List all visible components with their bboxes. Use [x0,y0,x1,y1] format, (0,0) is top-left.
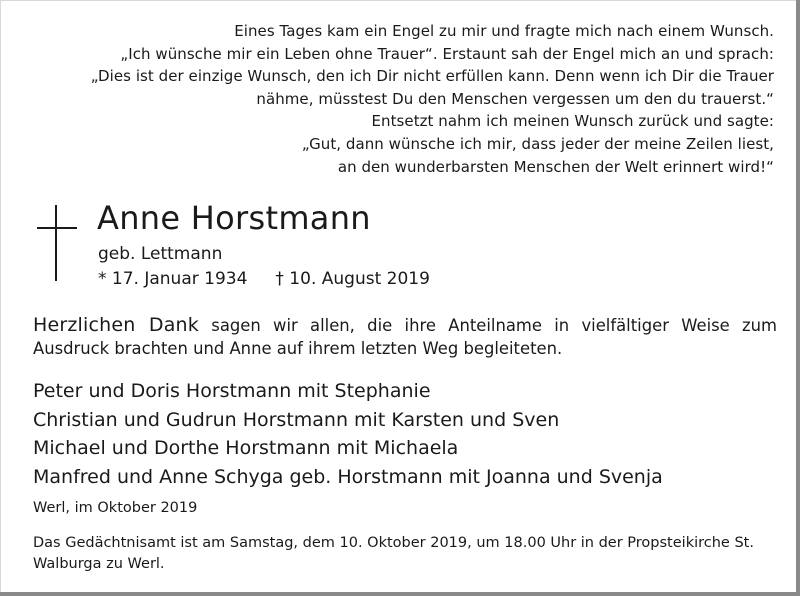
poem-line: „Dies ist der einzige Wunsch, den ich Dir nicht erfüllen kann. Denn wenn ich Dir die Trauer [90,67,774,86]
life-dates [98,268,430,290]
poem-line: Eines Tages kam ein Engel zu mir und fragte mich nach einem Wunsch. [234,22,774,40]
family-line: Peter und Doris Horstmann mit Stephanie [33,380,431,402]
poem-line: „Gut, dann wünsche ich mir, dass jeder der meine Zeilen liest, [301,134,774,153]
family-list [33,377,663,491]
birth-date: * 17. Januar 1934 [98,269,248,289]
deceased-name: Anne Horstmann [97,199,371,237]
poem-line: „Ich wünsche mir ein Leben ohne Trauer“. Erstaunt sah der Engel mich an und sprach: [120,44,774,63]
poem-line: an den wunderbarsten Menschen der Welt erinnert wird!“ [337,157,774,176]
family-line: Michael und Dorthe Horstmann mit Michaela [33,437,459,459]
thanks-paragraph [33,314,777,360]
poem-line: Entsetzt nahm ich meinen Wunsch zurück und sagte: [371,112,774,131]
thanks-lead: Herzlichen Dank [33,314,199,336]
poem-line: nähme, müsstest Du den Menschen vergessen um den du trauerst.“ [256,89,774,108]
thanks-text: sagen wir allen, die ihre Anteilname in vielfältiger Weise zum Ausdruck brachten und Anne auf ihrem letzten Weg begleiteten. [33,316,777,358]
poem [14,20,774,178]
maiden-name: geb. Lettmann [98,244,223,264]
family-line: Christian und Gudrun Horstmann mit Karsten und Sven [33,408,560,431]
family-line: Manfred und Anne Schyga geb. Horstmann mit Joanna und Svenja [33,465,663,488]
death-date: † 10. August 2019 [275,269,430,289]
cross-icon [37,205,77,281]
memorial-service-info: Das Gedächtnisamt ist am Samstag, dem 10. Oktober 2019, um 18.00 Uhr in der Propsteikirche St. Walburga zu Werl. [33,535,754,572]
place-date: Werl, im Oktober 2019 [33,500,198,516]
